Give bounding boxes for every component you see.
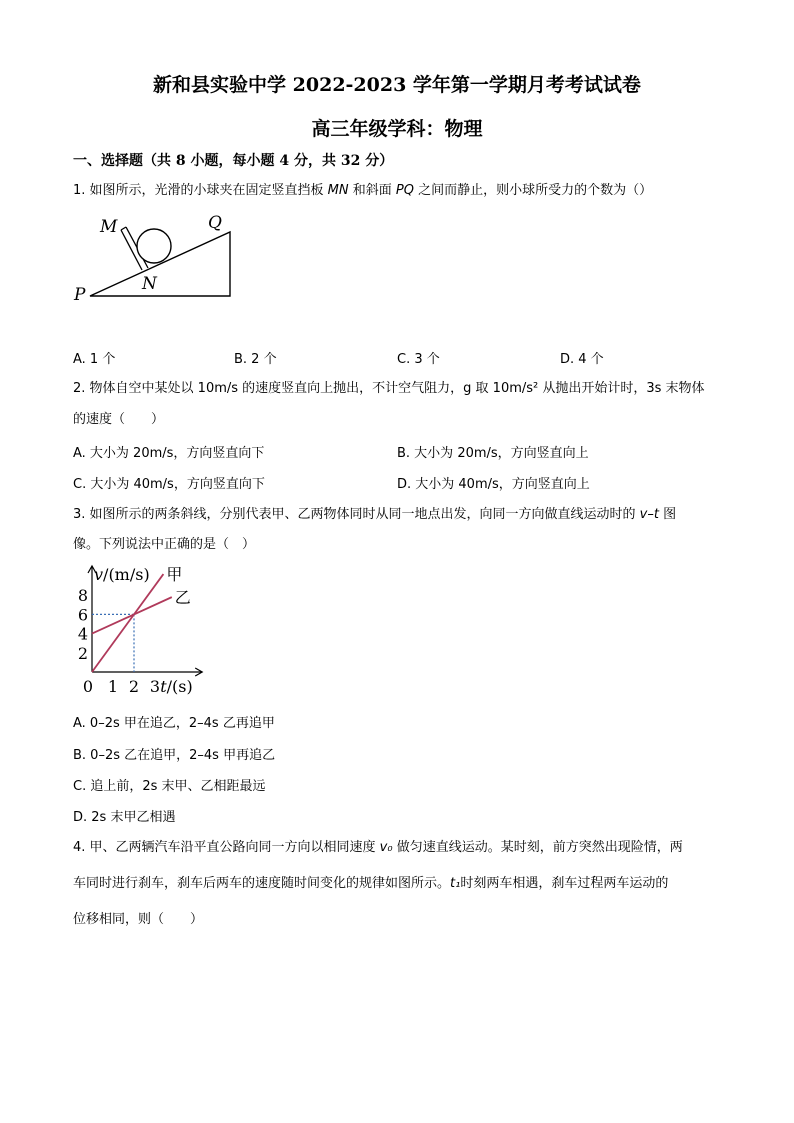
- q1-stem-a: 1. 如图所示，光滑的小球夹在固定竖直挡板: [73, 183, 328, 198]
- q3-option-d[interactable]: D. 2s 末甲乙相遇: [73, 810, 176, 825]
- series-line-1: [92, 574, 163, 672]
- q3-vt-chart: [70, 560, 240, 700]
- q3-option-a[interactable]: A. 0–2s 甲在追乙，2–4s 乙再追甲: [73, 716, 275, 731]
- q1-option-c[interactable]: C. 3 个: [397, 352, 440, 367]
- q1-figure: [70, 210, 250, 310]
- q1-stem-b: 和斜面: [348, 183, 396, 198]
- y-tick-label: 8: [77, 586, 88, 606]
- q2-option-d[interactable]: D. 大小为 40m/s，方向竖直向上: [397, 477, 590, 492]
- x-tick-label: 2: [128, 677, 140, 696]
- x-tick-label: 0: [82, 677, 94, 696]
- q2-option-b[interactable]: B. 大小为 20m/s，方向竖直向上: [397, 446, 589, 461]
- q1-stem-c: 之间而静止，则小球所受力的个数为（）: [413, 183, 653, 198]
- question-3-line1: [73, 505, 676, 525]
- q4-t1: t₁: [450, 876, 461, 891]
- x-tick-label: 1: [107, 677, 119, 696]
- question-2-line2: 的速度（ ）: [73, 412, 165, 427]
- q4-line1-b: 做匀速直线运动。某时刻，前方突然出现险情，两: [392, 840, 683, 855]
- page-subtitle: 高三年级学科：物理: [311, 118, 483, 140]
- q1-option-a[interactable]: A. 1 个: [73, 352, 116, 367]
- x-axis-label: t/(s): [160, 677, 193, 696]
- question-4-line2: [73, 874, 668, 894]
- q1-option-b[interactable]: B. 2 个: [234, 352, 277, 367]
- label-p: P: [74, 285, 86, 305]
- q1-option-d[interactable]: D. 4 个: [560, 352, 604, 367]
- q4-v0: v₀: [379, 840, 393, 855]
- q3-line1-b: 图: [658, 507, 677, 522]
- section-heading: 一、选择题（共 8 小题，每小题 4 分，共 32 分）: [73, 153, 394, 169]
- q4-line1-a: 4. 甲、乙两辆汽车沿平直公路向同一方向以相同速度: [73, 840, 380, 855]
- y-axis-label: v/(m/s): [94, 565, 150, 584]
- label-q: Q: [208, 213, 222, 233]
- q2-option-c[interactable]: C. 大小为 40m/s，方向竖直向下: [73, 477, 265, 492]
- q3-option-b[interactable]: B. 0–2s 乙在追甲，2–4s 甲再追乙: [73, 748, 276, 763]
- label-m: M: [100, 217, 118, 237]
- q3-line1-a: 3. 如图所示的两条斜线，分别代表甲、乙两物体同时从同一地点出发，向同一方向做直线运动时的: [73, 507, 640, 522]
- question-4-line1: [73, 838, 683, 858]
- q3-option-c[interactable]: C. 追上前，2s 末甲、乙相距最远: [73, 779, 266, 794]
- q3-vt: v–t: [639, 507, 659, 522]
- series-label-1: 甲: [166, 565, 183, 585]
- ball: [137, 229, 171, 263]
- page-title: 新和县实验中学 2022-2023 学年第一学期月考考试试卷: [153, 74, 641, 96]
- q4-line2-a: 车同时进行刹车，刹车后两车的速度随时间变化的规律如图所示。: [73, 876, 451, 891]
- question-4-line3: 位移相同，则（ ）: [73, 912, 204, 927]
- y-tick-label: 6: [77, 605, 88, 625]
- y-tick-label: 4: [77, 624, 88, 644]
- q1-mn: MN: [327, 183, 349, 198]
- label-n: N: [142, 274, 157, 294]
- series-label-2: 乙: [174, 588, 191, 608]
- q4-line2-b: 时刻两车相遇，刹车过程两车运动的: [460, 876, 669, 891]
- series-line-2: [92, 597, 172, 633]
- x-tick-label: 3: [149, 677, 161, 696]
- y-tick-label: 2: [77, 643, 88, 663]
- q1-pq: PQ: [395, 183, 414, 198]
- q2-option-a[interactable]: A. 大小为 20m/s，方向竖直向下: [73, 446, 265, 461]
- question-3-line2: 像。下列说法中正确的是（ ）: [73, 537, 256, 552]
- plate-mn-top: [121, 227, 126, 230]
- question-1-stem: [73, 181, 652, 201]
- question-2-line1: 2. 物体自空中某处以 10m/s 的速度竖直向上抛出，不计空气阻力，g 取 10m/s² 从抛出开始计时，3s 末物体: [73, 381, 705, 396]
